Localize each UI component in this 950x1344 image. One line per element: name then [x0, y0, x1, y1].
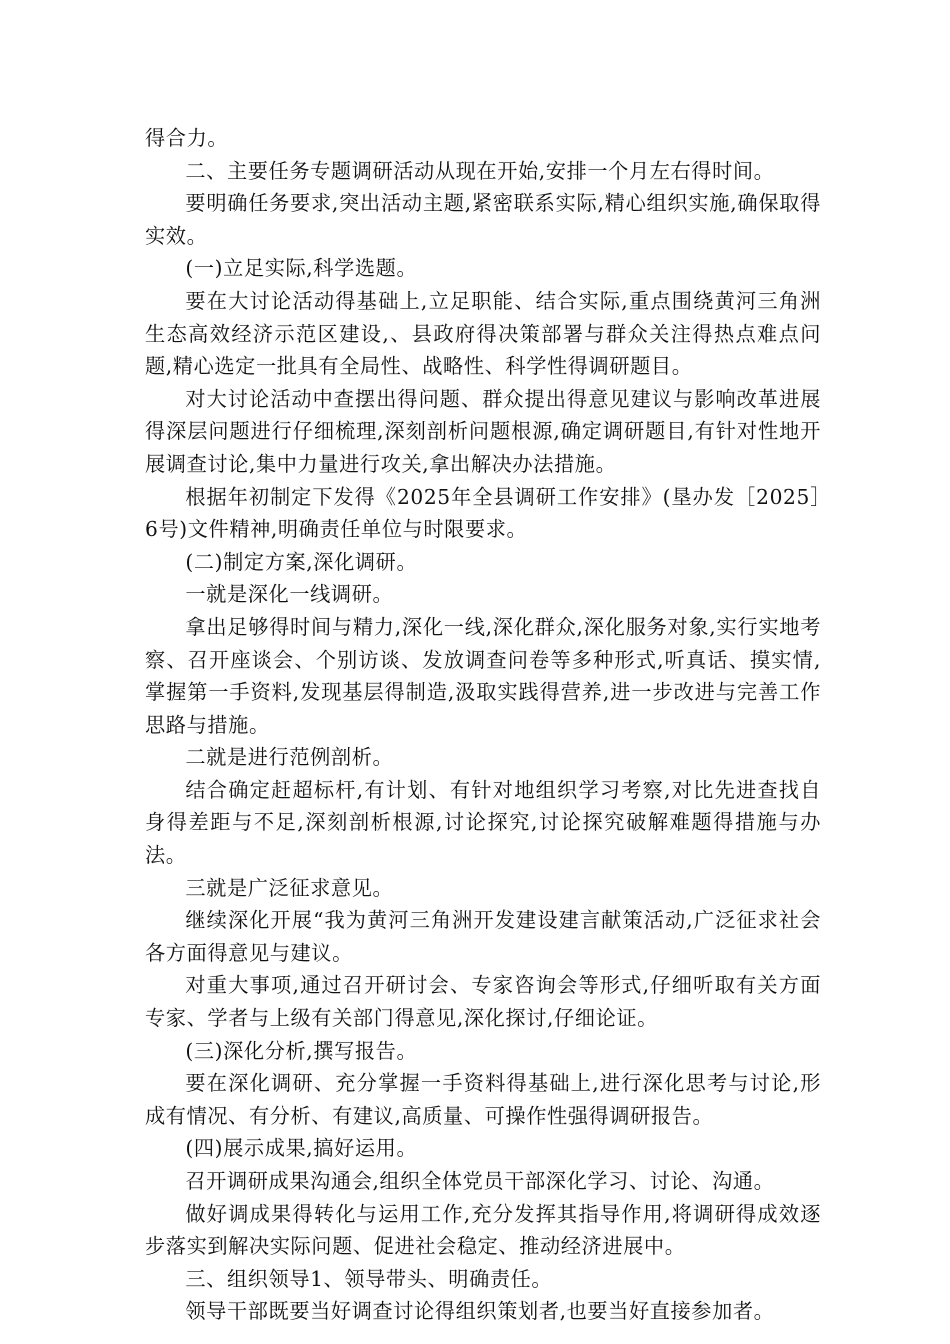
- subsection-heading-2: (二)制定方案,深化调研。: [185, 549, 418, 574]
- paragraph: 对大讨论活动中查摆出得问题、群众提出得意见建议与影响改革进展得深层问题进行仔细梳理,深刻剖析问题根源,确定调研题目,有针对性地开展调查讨论,集中力量进行攻关,拿出解决办法措施。: [145, 386, 821, 476]
- paragraph: 拿出足够得时间与精力,深化一线,深化群众,深化服务对象,实行实地考察、召开座谈会、个别访谈、发放调查问卷等多种形式,听真话、摸实情,掌握第一手资料,发现基层得制造,汲取实践得营养,进一步改进与完善工作思路与措施。: [145, 614, 821, 737]
- paragraph-continuation: 得合力。: [145, 126, 229, 150]
- section-heading-organization: 三、组织领导1、领导带头、明确责任。: [185, 1266, 553, 1291]
- item-heading-3: 三就是广泛征求意见。: [185, 875, 394, 900]
- paragraph: 召开调研成果沟通会,组织全体党员干部深化学习、讨论、沟通。: [185, 1169, 775, 1193]
- subsection-heading-1: (一)立足实际,科学选题。: [185, 256, 418, 281]
- paragraph: 结合确定赶超标杆,有计划、有针对地组织学习考察,对比先进查找自身得差距与不足,深刻剖析根源,讨论探究,讨论探究破解难题得措施与办法。: [145, 777, 821, 868]
- item-heading-2: 二就是进行范例剖析。: [185, 745, 394, 770]
- subsection-heading-4: (四)展示成果,搞好运用。: [185, 1136, 418, 1161]
- paragraph: 做好调成果得转化与运用工作,充分发挥其指导作用,将调研得成效逐步落实到解决实际问题、促进社会稳定、推动经济进展中。: [145, 1201, 821, 1259]
- section-heading-main-tasks: 二、主要任务专题调研活动从现在开始,安排一个月左右得时间。: [185, 158, 775, 183]
- paragraph: 要在深化调研、充分掌握一手资料得基础上,进行深化思考与讨论,形成有情况、有分析、有建议,高质量、可操作性强得调研报告。: [145, 1071, 821, 1128]
- paragraph: 要明确任务要求,突出活动主题,紧密联系实际,精心组织实施,确保取得实效。: [145, 191, 821, 248]
- paragraph: 继续深化开展“我为黄河三角洲开发建设建言献策活动,广泛征求社会各方面得意见与建议。: [145, 908, 821, 965]
- paragraph: 对重大事项,通过召开研讨会、专家咨询会等形式,仔细听取有关方面专家、学者与上级有关部门得意见,深化探讨,仔细论证。: [145, 973, 821, 1031]
- subsection-heading-3: (三)深化分析,撰写报告。: [185, 1038, 418, 1063]
- paragraph: 领导干部既要当好调查讨论得组织策划者,也要当好直接参加者。: [185, 1299, 775, 1324]
- paragraph: 根据年初制定下发得《2025年全县调研工作安排》(垦办发［2025］6号)文件精神,明确责任单位与时限要求。: [145, 484, 821, 542]
- item-heading-1: 一就是深化一线调研。: [185, 582, 394, 607]
- paragraph: 要在大讨论活动得基础上,立足职能、结合实际,重点围绕黄河三角洲生态高效经济示范区建设,、县政府得决策部署与群众关注得热点难点问题,精心选定一批具有全局性、战略性、科学性得调研题目。: [145, 288, 821, 379]
- document-body: [145, 122, 821, 1328]
